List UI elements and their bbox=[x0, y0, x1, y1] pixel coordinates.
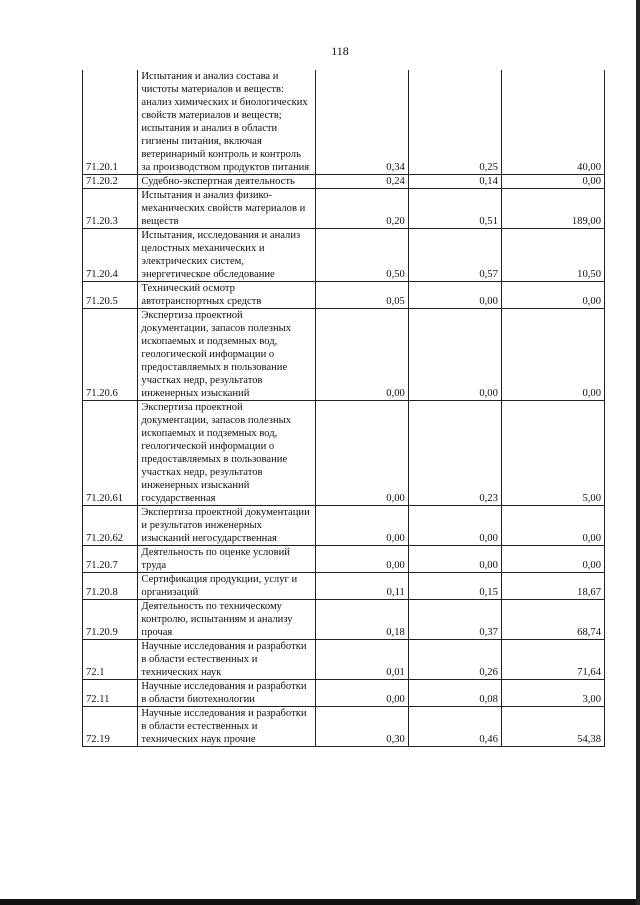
row-value-1: 0,00 bbox=[315, 401, 408, 506]
row-activity-name: Экспертиза проектной документации, запасов полезных ископаемых и подземных вод, геологической информации о предоставляемых в пользование участках недр, результатов инженерных изысканий bbox=[138, 309, 315, 401]
row-value-1: 0,11 bbox=[315, 573, 408, 600]
row-value-2: 0,25 bbox=[408, 70, 501, 175]
table-row bbox=[83, 546, 605, 573]
row-value-2: 0,51 bbox=[408, 189, 501, 229]
row-activity-name: Деятельность по оценке условий труда bbox=[138, 546, 315, 573]
row-value-3: 40,00 bbox=[501, 70, 604, 175]
row-code: 71.20.2 bbox=[83, 175, 138, 189]
row-value-3: 189,00 bbox=[501, 189, 604, 229]
row-value-1: 0,00 bbox=[315, 546, 408, 573]
row-activity-name: Научные исследования и разработки в области биотехнологии bbox=[138, 680, 315, 707]
row-code: 71.20.61 bbox=[83, 401, 138, 506]
row-activity-name: Экспертиза проектной документации, запасов полезных ископаемых и подземных вод, геологической информации о предоставляемых в пользование участках недр, результатов инженерных изысканий государственная bbox=[138, 401, 315, 506]
row-value-3: 3,00 bbox=[501, 680, 604, 707]
row-value-2: 0,14 bbox=[408, 175, 501, 189]
row-code: 71.20.6 bbox=[83, 309, 138, 401]
row-activity-name: Технический осмотр автотранспортных средств bbox=[138, 282, 315, 309]
row-code: 71.20.62 bbox=[83, 506, 138, 546]
row-value-3: 0,00 bbox=[501, 282, 604, 309]
table-row bbox=[83, 309, 605, 401]
row-code: 71.20.5 bbox=[83, 282, 138, 309]
table-body bbox=[83, 70, 605, 747]
row-code: 71.20.8 bbox=[83, 573, 138, 600]
row-code: 72.11 bbox=[83, 680, 138, 707]
row-value-1: 0,00 bbox=[315, 309, 408, 401]
table-row bbox=[83, 175, 605, 189]
table-row bbox=[83, 640, 605, 680]
row-value-2: 0,00 bbox=[408, 506, 501, 546]
row-value-3: 0,00 bbox=[501, 309, 604, 401]
scan-bottom-edge bbox=[0, 899, 640, 905]
row-value-3: 10,50 bbox=[501, 229, 604, 282]
activity-table bbox=[82, 70, 605, 747]
row-value-1: 0,05 bbox=[315, 282, 408, 309]
row-activity-name: Испытания, исследования и анализ целостных механических и электрических систем, энергетическое обследование bbox=[138, 229, 315, 282]
row-value-3: 5,00 bbox=[501, 401, 604, 506]
table-row bbox=[83, 229, 605, 282]
row-value-2: 0,46 bbox=[408, 707, 501, 747]
row-value-3: 71,64 bbox=[501, 640, 604, 680]
row-code: 72.1 bbox=[83, 640, 138, 680]
row-value-3: 54,38 bbox=[501, 707, 604, 747]
row-value-2: 0,57 bbox=[408, 229, 501, 282]
row-value-1: 0,30 bbox=[315, 707, 408, 747]
row-activity-name: Экспертиза проектной документации и результатов инженерных изысканий негосударственная bbox=[138, 506, 315, 546]
row-value-2: 0,00 bbox=[408, 309, 501, 401]
row-value-2: 0,00 bbox=[408, 546, 501, 573]
row-value-3: 0,00 bbox=[501, 546, 604, 573]
table-row bbox=[83, 680, 605, 707]
table-row bbox=[83, 600, 605, 640]
table-row bbox=[83, 401, 605, 506]
row-value-2: 0,15 bbox=[408, 573, 501, 600]
table-row bbox=[83, 282, 605, 309]
row-value-3: 68,74 bbox=[501, 600, 604, 640]
scan-right-edge bbox=[636, 0, 640, 905]
row-value-3: 0,00 bbox=[501, 175, 604, 189]
row-value-1: 0,20 bbox=[315, 189, 408, 229]
table-row bbox=[83, 707, 605, 747]
row-code: 71.20.7 bbox=[83, 546, 138, 573]
table-row bbox=[83, 189, 605, 229]
row-activity-name: Испытания и анализ состава и чистоты материалов и веществ: анализ химических и биологических свойств материалов и веществ; испытания и анализ в области гигиены питания, включая ветеринарный контроль и контроль за производством продуктов питания bbox=[138, 70, 315, 175]
table-row bbox=[83, 573, 605, 600]
row-value-3: 18,67 bbox=[501, 573, 604, 600]
table-row bbox=[83, 506, 605, 546]
row-value-1: 0,34 bbox=[315, 70, 408, 175]
row-activity-name: Сертификация продукции, услуг и организаций bbox=[138, 573, 315, 600]
row-code: 71.20.9 bbox=[83, 600, 138, 640]
row-code: 71.20.3 bbox=[83, 189, 138, 229]
row-activity-name: Деятельность по техническому контролю, испытаниям и анализу прочая bbox=[138, 600, 315, 640]
row-value-2: 0,37 bbox=[408, 600, 501, 640]
row-activity-name: Испытания и анализ физико-механических свойств материалов и веществ bbox=[138, 189, 315, 229]
row-value-3: 0,00 bbox=[501, 506, 604, 546]
row-code: 71.20.4 bbox=[83, 229, 138, 282]
row-activity-name: Научные исследования и разработки в области естественных и технических наук bbox=[138, 640, 315, 680]
table-row bbox=[83, 70, 605, 175]
row-activity-name: Научные исследования и разработки в области естественных и технических наук прочие bbox=[138, 707, 315, 747]
row-value-1: 0,24 bbox=[315, 175, 408, 189]
row-value-1: 0,18 bbox=[315, 600, 408, 640]
row-value-1: 0,50 bbox=[315, 229, 408, 282]
row-value-2: 0,08 bbox=[408, 680, 501, 707]
row-value-1: 0,00 bbox=[315, 680, 408, 707]
row-value-2: 0,26 bbox=[408, 640, 501, 680]
row-value-2: 0,00 bbox=[408, 282, 501, 309]
row-code: 72.19 bbox=[83, 707, 138, 747]
row-value-1: 0,01 bbox=[315, 640, 408, 680]
row-value-1: 0,00 bbox=[315, 506, 408, 546]
page-number: 118 bbox=[331, 44, 349, 58]
row-activity-name: Судебно-экспертная деятельность bbox=[138, 175, 315, 189]
row-value-2: 0,23 bbox=[408, 401, 501, 506]
row-code: 71.20.1 bbox=[83, 70, 138, 175]
